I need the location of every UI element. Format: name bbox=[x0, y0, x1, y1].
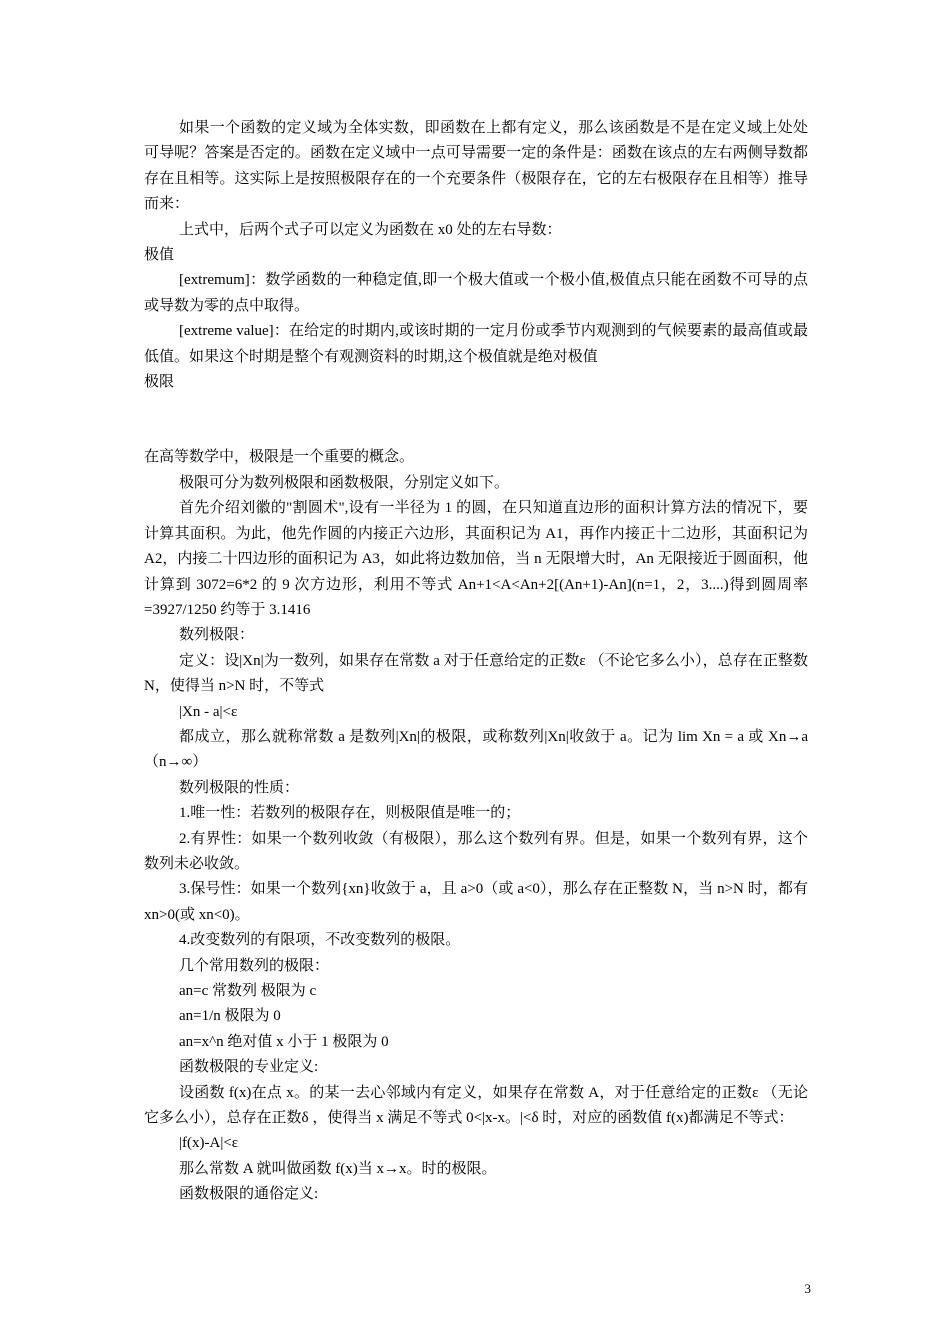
paragraph-extreme-value: [extreme value]：在给定的时期内,或该时期的一定月份或季节内观测到的气候要素的最高值或最低值。如果这个时期是整个有观测资料的时期,这个极值就是绝对极值 bbox=[144, 323, 808, 365]
formula-sequence-inequality: |Xn - a|<ε bbox=[179, 703, 238, 720]
heading-limit: 极限 bbox=[144, 374, 175, 391]
heading-sequence-limit: 数列极限： bbox=[179, 627, 255, 644]
paragraph-left-right-derivative: 上式中，后两个式子可以定义为函数在 x0 处的左右导数： bbox=[179, 221, 562, 238]
paragraph-liu-hui: 首先介绍刘徽的"割圆术",设有一半径为 1 的圆，在只知道直边形的面积计算方法的情况下，要计算其面积。为此，他先作圆的内接正六边形，其面积记为 A1，再作内接正十二边形，其面积记为 A2，内接二十四边形的面积记为 A3，如此将边数加倍，当 n 无限增大时，An 无限接近于圆面积，他计算到 3072=6*2 的 9 次方边形，利用不等式 An+1<A<An+2[(An+1)-An](n=1，2，3....)得到圆周率=3927/1250 约等于 3.1416 bbox=[144, 500, 808, 618]
property-boundedness: 2.有界性：如果一个数列收敛（有极限），那么这个数列有界。但是，如果一个数列有界，这个数列未必收敛。 bbox=[144, 830, 808, 872]
common-limit-constant: an=c 常数列 极限为 c bbox=[179, 983, 317, 999]
property-uniqueness: 1.唯一性：若数列的极限存在，则极限值是唯一的； bbox=[179, 805, 521, 822]
page-number: 3 bbox=[804, 1281, 811, 1296]
paragraph-sequence-definition: 定义：设|Xn|为一数列，如果存在常数 a 对于任意给定的正数ε （不论它多么小），总存在正整数 N，使得当 n>N 时，不等式 bbox=[144, 652, 808, 695]
paragraph-differentiability: 如果一个函数的定义域为全体实数，即函数在上都有定义，那么该函数是不是在定义域上处处可导呢？答案是否定的。函数在定义域中一点可导需要一定的条件是：函数在该点的左右两侧导数都存在且相等。这实际上是按照极限存在的一个充要条件（极限存在，它的左右极限存在且相等）推导而来： bbox=[144, 120, 808, 213]
common-limit-reciprocal: an=1/n 极限为 0 bbox=[179, 1008, 281, 1025]
paragraph-extremum-definition: [extremum]：数学函数的一种稳定值,即一个极大值或一个极小值,极值点只能在函数不可导的点或导数为零的点中取得。 bbox=[144, 272, 808, 314]
paragraph-limit-types: 极限可分为数列极限和函数极限，分别定义如下。 bbox=[179, 474, 510, 491]
heading-common-limits: 几个常用数列的极限： bbox=[179, 957, 330, 974]
document-body bbox=[144, 116, 808, 1208]
heading-function-limit-informal: 函数极限的通俗定义: bbox=[179, 1186, 319, 1203]
paragraph-limit-intro: 在高等数学中，极限是一个重要的概念。 bbox=[144, 449, 415, 466]
common-limit-power: an=x^n 绝对值 x 小于 1 极限为 0 bbox=[179, 1033, 389, 1050]
paragraph-function-limit-conclusion: 那么常数 A 就叫做函数 f(x)当 x→x。时的极限。 bbox=[179, 1160, 497, 1177]
heading-extremum: 极值 bbox=[144, 247, 175, 264]
property-finite-terms: 4.改变数列的有限项，不改变数列的极限。 bbox=[179, 932, 461, 949]
paragraph-sequence-convergence: 都成立，那么就称常数 a 是数列|Xn|的极限，或称数列|Xn|收敛于 a。记为 lim Xn = a 或 Xn→a（n→∞） bbox=[144, 728, 808, 771]
property-sign-preserving: 3.保号性：如果一个数列{xn}收敛于 a，且 a>0（或 a<0），那么存在正整数 N，当 n>N 时，都有 xn>0(或 xn<0)。 bbox=[144, 881, 808, 923]
blank-space bbox=[144, 395, 808, 445]
heading-sequence-properties: 数列极限的性质： bbox=[179, 779, 300, 796]
heading-function-limit-formal: 函数极限的专业定义: bbox=[179, 1059, 319, 1076]
paragraph-function-limit-definition: 设函数 f(x)在点 x。的某一去心邻域内有定义，如果存在常数 A，对于任意给定的正数ε （无论它多么小），总存在正数δ ，使得当 x 满足不等式 0<|x-x。|<δ 时，对应的函数值 f(x)都满足不等式： bbox=[144, 1084, 808, 1127]
formula-function-inequality: |f(x)-A|<ε bbox=[179, 1135, 239, 1152]
